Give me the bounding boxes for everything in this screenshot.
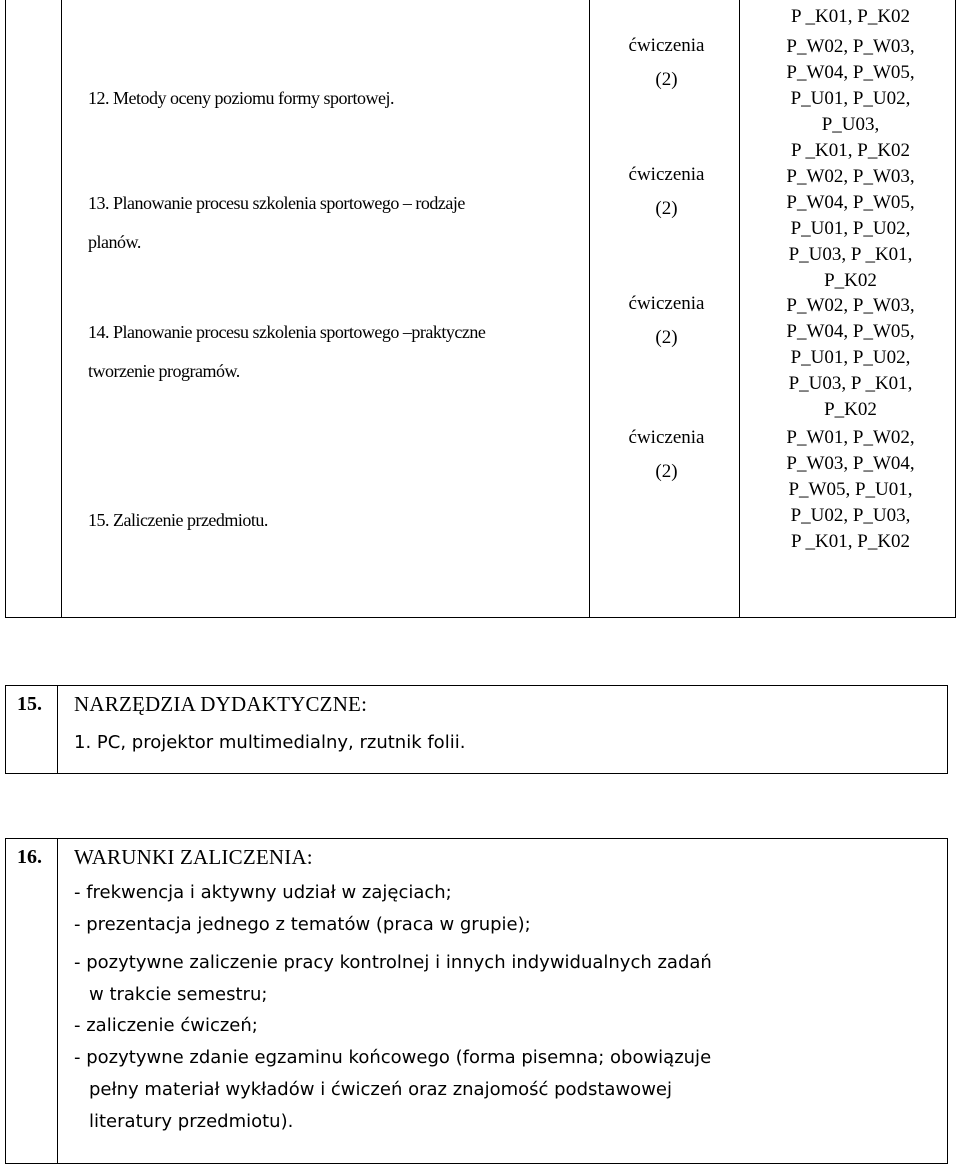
topics-table: [5, 0, 956, 618]
code-line: P_U01, P_U02,: [790, 88, 911, 109]
condition-line: - frekwencja i aktywny udział w zajęciach;: [74, 882, 452, 903]
code-line: P _K01, P_K02: [790, 531, 911, 552]
code-line: P_K02: [824, 270, 877, 291]
form-type: ćwiczenia: [628, 35, 705, 56]
form-hours: (2): [655, 461, 678, 482]
condition-line: - prezentacja jednego z tematów (praca w grupie);: [74, 914, 531, 935]
topic-15: 15. Zaliczenie przedmiotu.: [88, 510, 268, 530]
code-line: P_W04, P_W05,: [786, 192, 915, 213]
code-cell: [744, 425, 957, 555]
code-cell: [744, 34, 957, 164]
topic-13: 13. Planowanie procesu szkolenia sportowego – rodzaje: [88, 193, 465, 213]
form-hours: (2): [655, 69, 678, 90]
code-line: P_W02, P_W03,: [786, 295, 915, 316]
section-title: NARZĘDZIA DYDAKTYCZNE:: [74, 692, 368, 716]
section-number: 16.: [17, 846, 42, 868]
section-teaching-tools: [5, 685, 948, 774]
condition-line: literatury przedmiotu).: [89, 1111, 294, 1132]
code-line: P_W02, P_W03,: [786, 166, 915, 187]
form-hours: (2): [655, 327, 678, 348]
code-line: P_U01, P_U02,: [790, 218, 911, 239]
section-passing-conditions: [5, 838, 948, 1164]
tool-item: 1. PC, projektor multimedialny, rzutnik folii.: [74, 732, 466, 753]
condition-line: w trakcie semestru;: [89, 984, 268, 1005]
code-line: P_W01, P_W02,: [786, 427, 915, 448]
form-hours: (2): [655, 198, 678, 219]
form-type: ćwiczenia: [628, 293, 705, 314]
form-type: ćwiczenia: [628, 427, 705, 448]
form-type: ćwiczenia: [628, 164, 705, 185]
section-divider: [57, 686, 58, 773]
code-line: P_K02: [824, 399, 877, 420]
topic-12: 12. Metody oceny poziomu formy sportowej.: [88, 88, 394, 108]
code-cell: [744, 293, 957, 423]
code-line: P_W04, P_W05,: [786, 321, 915, 342]
section-number: 15.: [17, 693, 42, 715]
code-line: P_W04, P_W05,: [786, 62, 915, 83]
code-line: P_U03,: [821, 114, 880, 135]
form-cell: [594, 35, 739, 91]
topic-14: 14. Planowanie procesu szkolenia sportowego –praktyczne: [88, 322, 486, 342]
form-cell: [594, 164, 739, 220]
code-line: P _K01, P_K02: [790, 6, 911, 27]
condition-line: - pozytywne zaliczenie pracy kontrolnej i innych indywidualnych zadań: [74, 952, 712, 973]
column-divider: [61, 0, 62, 617]
code-line: P_U03, P _K01,: [788, 244, 913, 265]
code-cell-top: [744, 4, 957, 30]
condition-line: - zaliczenie ćwiczeń;: [74, 1015, 258, 1036]
code-line: P_W03, P_W04,: [786, 453, 915, 474]
section-divider: [57, 839, 58, 1163]
code-line: P_U01, P_U02,: [790, 347, 911, 368]
form-cell: [594, 427, 739, 483]
condition-line: - pozytywne zdanie egzaminu końcowego (forma pisemna; obowiązuje: [74, 1047, 712, 1068]
code-line: P_U03, P _K01,: [788, 373, 913, 394]
section-title: WARUNKI ZALICZENIA:: [74, 845, 313, 869]
column-divider: [739, 0, 740, 617]
column-divider: [589, 0, 590, 617]
condition-line: pełny materiał wykładów i ćwiczeń oraz znajomość podstawowej: [89, 1079, 672, 1100]
form-cell: [594, 293, 739, 349]
code-line: P_W02, P_W03,: [786, 36, 915, 57]
code-cell: [744, 164, 957, 294]
topic-13-cont: planów.: [88, 232, 141, 252]
code-line: P_W05, P_U01,: [788, 479, 913, 500]
code-line: P _K01, P_K02: [790, 140, 911, 161]
code-line: P_U02, P_U03,: [790, 505, 911, 526]
topic-14-cont: tworzenie programów.: [88, 361, 240, 381]
